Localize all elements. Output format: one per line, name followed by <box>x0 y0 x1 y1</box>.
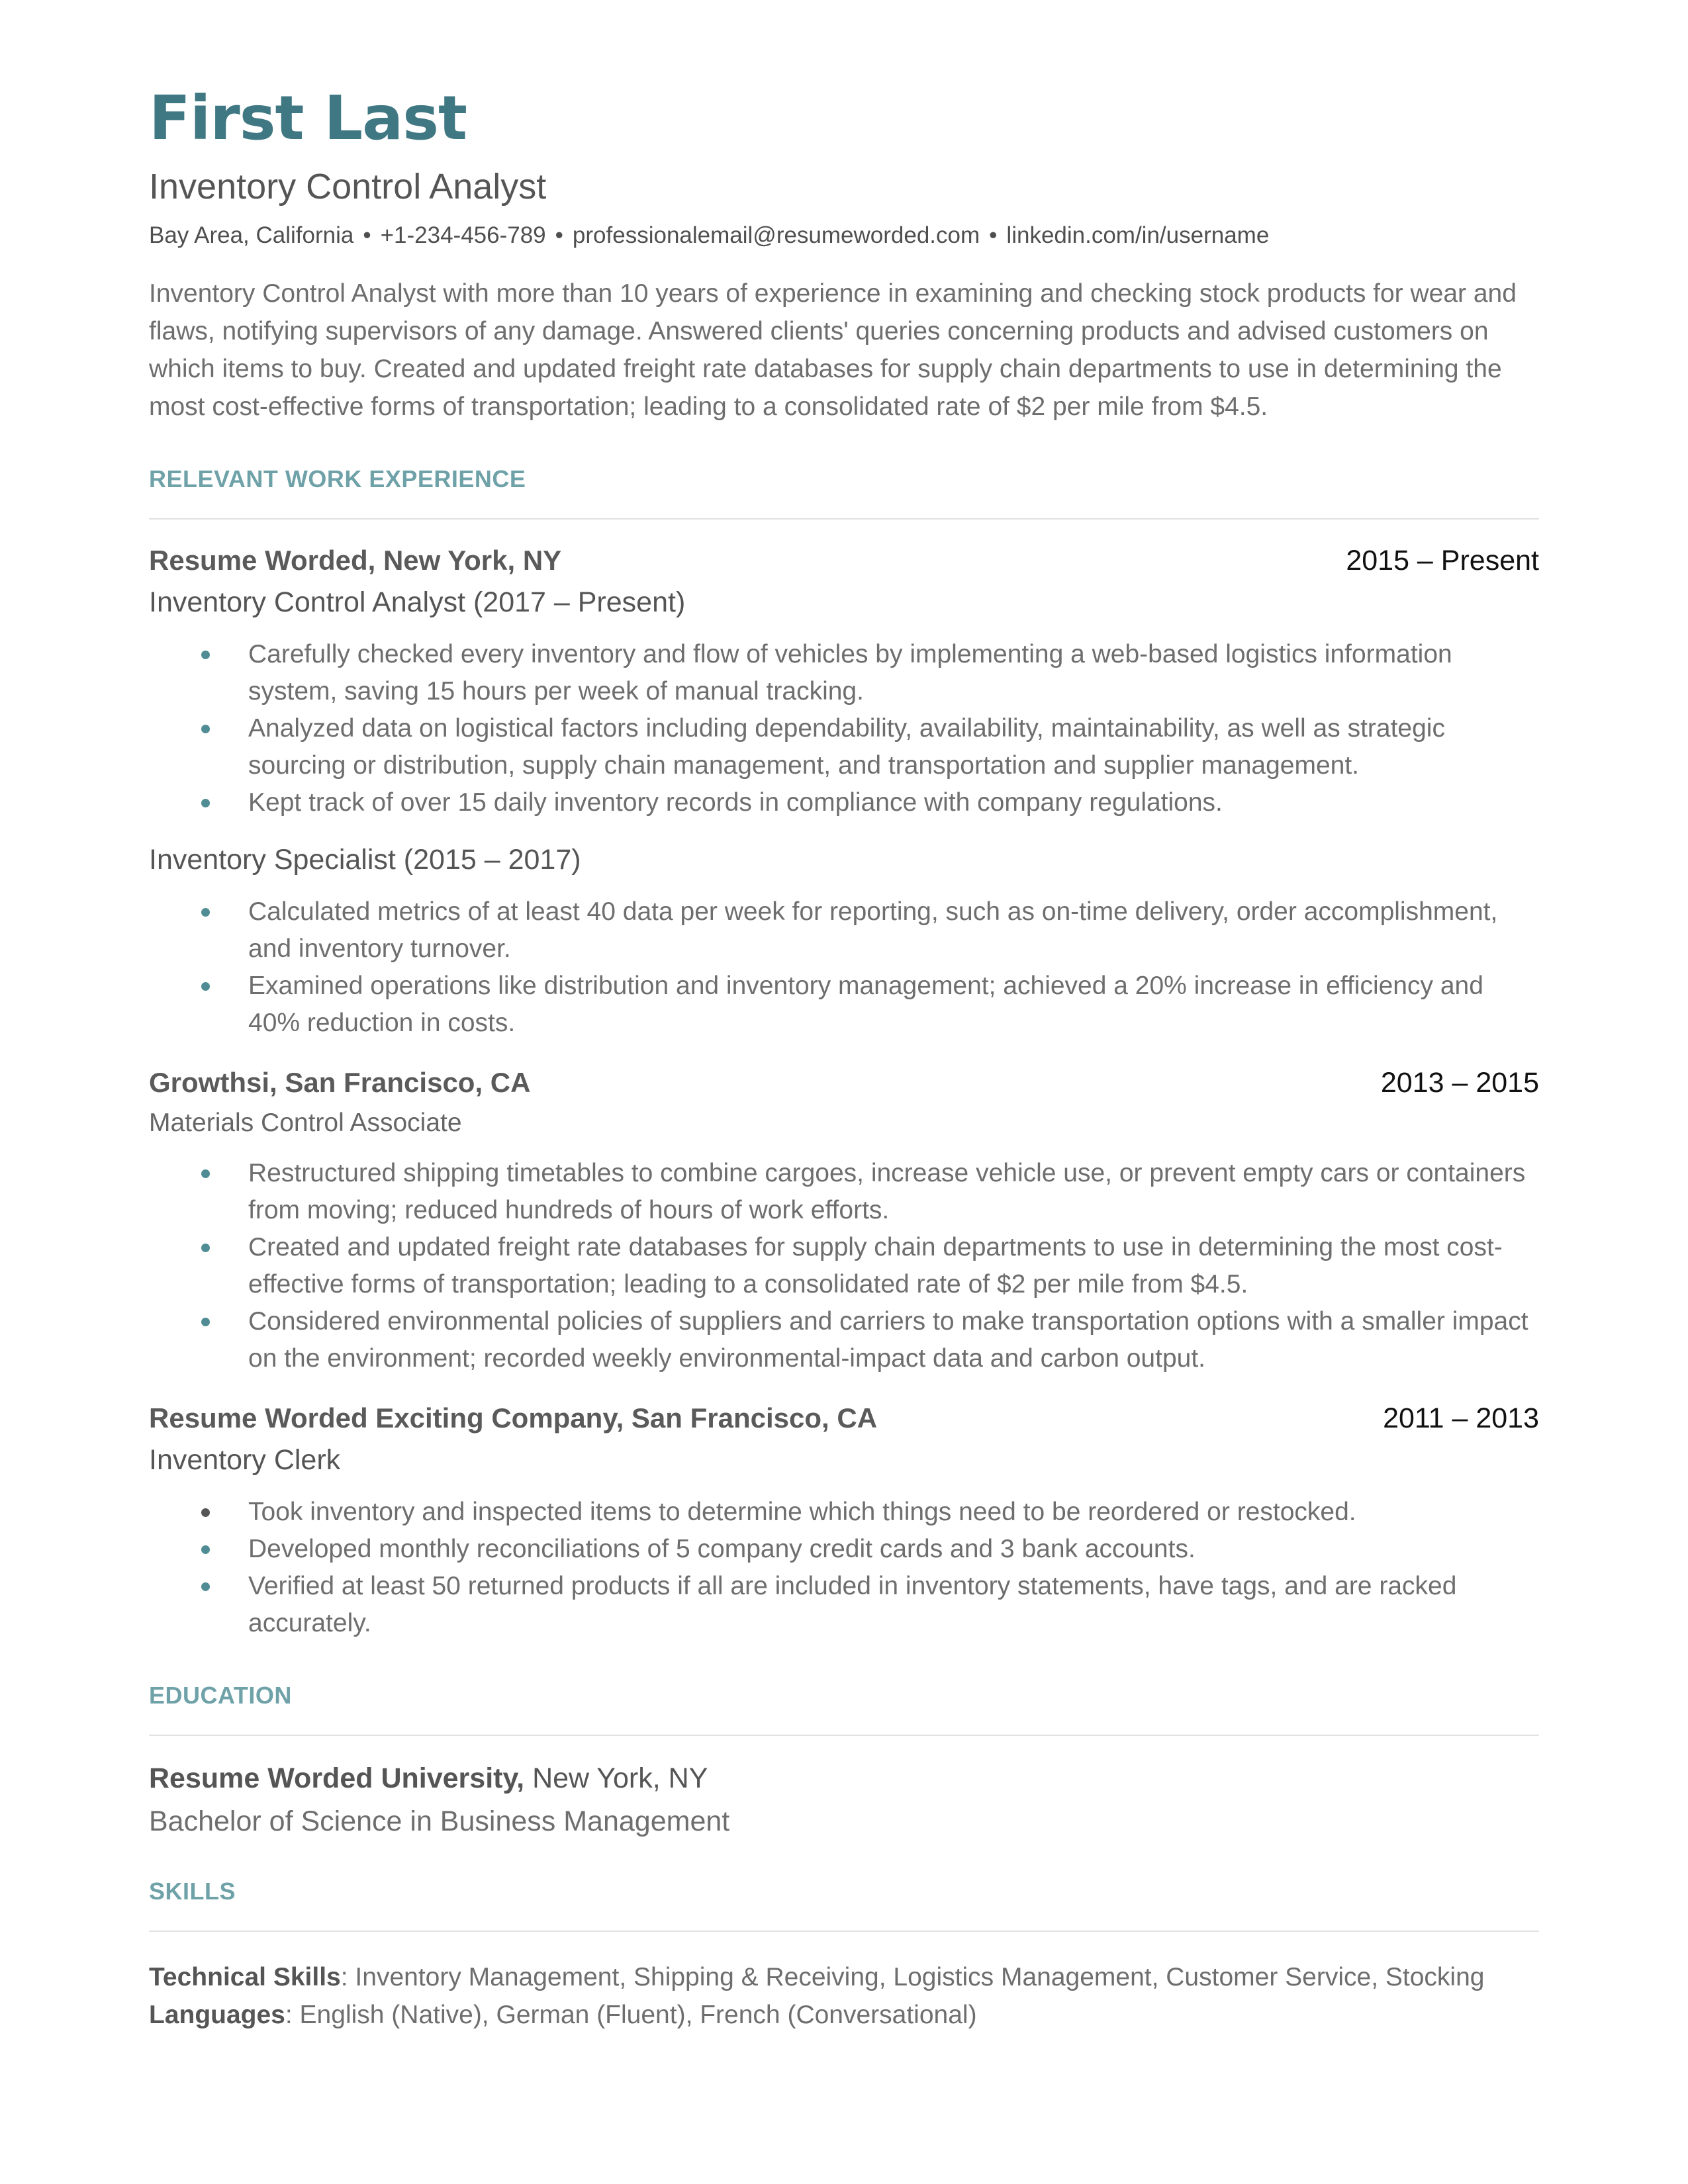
job-header <box>149 1402 1539 1435</box>
education-school: Resume Worded University, <box>149 1762 525 1794</box>
job-bullet-text: Took inventory and inspected items to determine which things need to be reordered or restocked. <box>248 1497 1356 1526</box>
job-header <box>149 545 1539 577</box>
job-bullet-text: Analyzed data on logistical factors including dependability, availability, maintainability, as well as strategic sourcing or distribution, supply chain management, and transportation and supplier management. <box>248 713 1445 780</box>
job-bullet-list <box>149 636 1539 821</box>
education-degree: Bachelor of Science in Business Management <box>149 1805 730 1837</box>
job-company: Resume Worded, New York, NY <box>149 544 562 576</box>
job-bullet-list <box>149 893 1539 1042</box>
bullet-dot-icon <box>201 799 210 807</box>
education-heading: EDUCATION <box>149 1682 1539 1736</box>
job-bullet <box>149 710 1539 784</box>
contact-location: Bay Area, California <box>149 222 354 248</box>
education-location: New York, NY <box>524 1762 708 1794</box>
bullet-dot-icon <box>201 908 210 917</box>
bullet-dot-icon <box>201 1545 210 1554</box>
job-role-title: Materials Control Associate <box>149 1108 462 1137</box>
experience-heading: RELEVANT WORK EXPERIENCE <box>149 465 1539 520</box>
job-bullet <box>149 1229 1539 1303</box>
job-dates: 2015 – Present <box>1346 544 1539 576</box>
job-bullet-text: Considered environmental policies of suppliers and carriers to make transportation options with a smaller impact on the environment; recorded weekly environmental-impact data and carbon output. <box>248 1306 1528 1373</box>
job-bullet <box>149 1494 1539 1531</box>
languages-value: : English (Native), German (Fluent), French (Conversational) <box>285 2000 977 2029</box>
contact-separator: • <box>363 222 371 248</box>
job-bullet <box>149 1303 1539 1377</box>
bullet-dot-icon <box>201 1318 210 1326</box>
job-bullet-text: Verified at least 50 returned products if all are included in inventory statements, have tags, and are racked accurately. <box>248 1571 1457 1637</box>
job-company: Growthsi, San Francisco, CA <box>149 1066 531 1098</box>
education-entry <box>149 1762 1539 1838</box>
job-bullet-list <box>149 1494 1539 1642</box>
bullet-dot-icon <box>201 1244 210 1252</box>
contact-linkedin[interactable]: linkedin.com/in/username <box>1006 222 1270 248</box>
bullet-dot-icon <box>201 982 210 991</box>
job-bullet-text: Examined operations like distribution and inventory management; achieved a 20% increase in efficiency and 40% reduction in costs. <box>248 971 1483 1037</box>
job-dates: 2013 – 2015 <box>1380 1066 1539 1099</box>
job-bullet-text: Created and updated freight rate databases for supply chain departments to use in determining the most cost-effective forms of transportation; leading to a consolidated rate of $2 per mile from $4.5. <box>248 1232 1503 1298</box>
technical-skills-label: Technical Skills <box>149 1962 341 1991</box>
job-bullet <box>149 1155 1539 1229</box>
job-bullet-text: Carefully checked every inventory and flow of vehicles by implementing a web-based logistics information system, saving 15 hours per week of manual tracking. <box>248 639 1452 705</box>
job-company: Resume Worded Exciting Company, San Francisco, CA <box>149 1402 878 1433</box>
job-header <box>149 1067 1539 1099</box>
bullet-dot-icon <box>201 1508 210 1517</box>
bullet-dot-icon <box>201 725 210 733</box>
job-bullet-list <box>149 1155 1539 1377</box>
contact-separator: • <box>555 222 563 248</box>
education-school-line <box>149 1762 1539 1795</box>
skills-block <box>149 1958 1539 2034</box>
contact-phone[interactable]: +1-234-456-789 <box>380 222 546 248</box>
job-entry <box>149 1402 1539 1642</box>
job-entry <box>149 545 1539 1042</box>
candidate-name: First Last <box>149 83 467 154</box>
candidate-title: Inventory Control Analyst <box>149 167 547 207</box>
job-bullet-text: Restructured shipping timetables to combine cargoes, increase vehicle use, or prevent empty cars or containers from moving; reduced hundreds of hours of work efforts. <box>248 1158 1526 1224</box>
job-bullet <box>149 968 1539 1042</box>
job-bullet-text: Developed monthly reconciliations of 5 company credit cards and 3 bank accounts. <box>248 1534 1196 1563</box>
bullet-dot-icon <box>201 1169 210 1178</box>
languages-label: Languages <box>149 2000 285 2029</box>
languages-line <box>149 1996 1539 2034</box>
job-entry <box>149 1067 1539 1377</box>
job-bullet <box>149 636 1539 710</box>
summary-paragraph: Inventory Control Analyst with more than 10 years of experience in examining and checking stock products for wear and flaws, notifying supervisors of any damage. Answered clients' queries concerning products and advised customers on which items to buy. Created and updated freight rate databases for supply chain departments to use in determining the most cost-effective forms of transportation; leading to a consolidated rate of $2 per mile from $4.5. <box>149 279 1517 421</box>
job-bullet <box>149 1531 1539 1568</box>
job-bullet-text: Kept track of over 15 daily inventory records in compliance with company regulations. <box>248 788 1223 817</box>
bullet-dot-icon <box>201 651 210 659</box>
contact-line <box>149 222 1539 250</box>
job-bullet <box>149 893 1539 968</box>
contact-separator: • <box>989 222 998 248</box>
bullet-dot-icon <box>201 1582 210 1591</box>
job-dates: 2011 – 2013 <box>1383 1402 1539 1434</box>
technical-skills-line <box>149 1958 1539 1996</box>
technical-skills-value: : Inventory Management, Shipping & Receiving, Logistics Management, Customer Service, Stocking <box>340 1962 1485 1991</box>
job-bullet-text: Calculated metrics of at least 40 data per week for reporting, such as on-time delivery, order accomplishment, and inventory turnover. <box>248 897 1498 963</box>
job-role-title: Inventory Control Analyst (2017 – Present) <box>149 586 686 618</box>
skills-heading: SKILLS <box>149 1878 1539 1932</box>
job-bullet <box>149 1568 1539 1642</box>
job-bullet <box>149 784 1539 821</box>
contact-email[interactable]: professionalemail@resumeworded.com <box>572 222 980 248</box>
job-role-title: Inventory Specialist (2015 – 2017) <box>149 843 581 876</box>
job-role-title: Inventory Clerk <box>149 1443 341 1476</box>
